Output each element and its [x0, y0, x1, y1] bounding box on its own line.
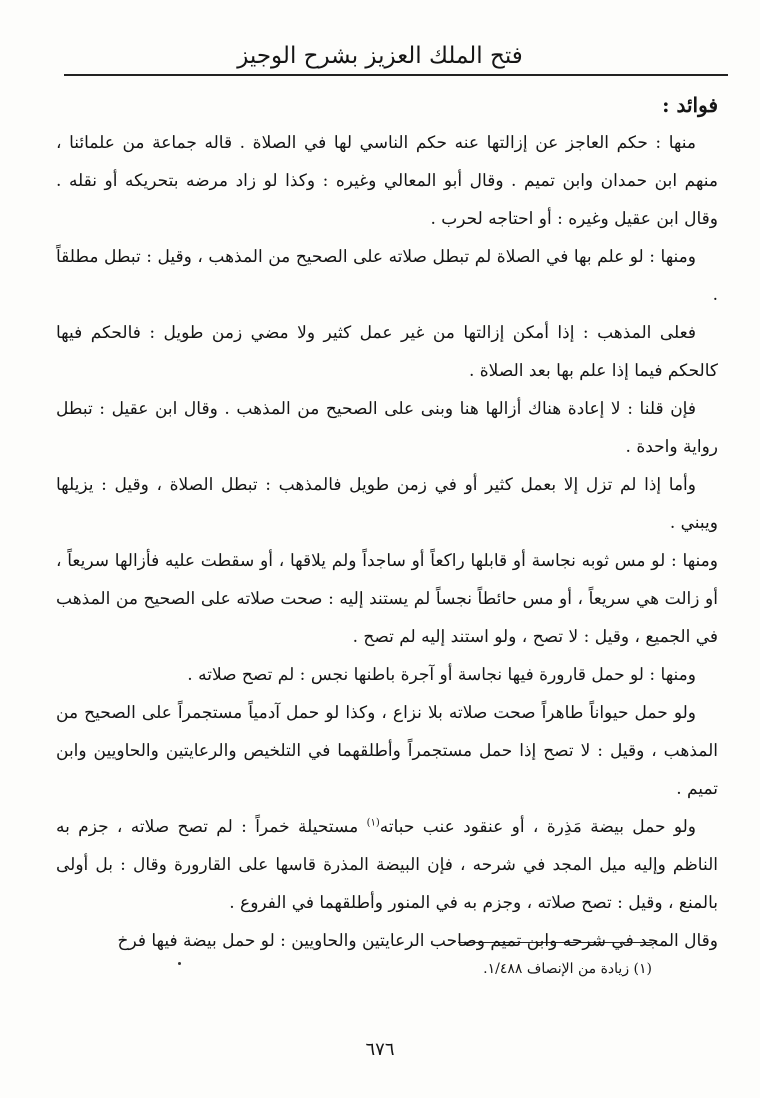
paragraph: منها : حكم العاجز عن إزالتها عنه حكم الناسي لها في الصلاة . قاله جماعة من علمائنا ، منهم ابن حمدان وابن تميم . وقال أبو المعالي وغيره : وكذا لو زاد مرضه بتحريكه أو نقله . وقال ابن عقيل وغيره : أو احتاجه لحرب .: [56, 133, 718, 229]
paragraph-segment: ولو حمل بيضة مَذِرة ، أو عنقود عنب حباته: [379, 817, 696, 837]
page-number: ٦٧٦: [365, 1039, 395, 1060]
header-rule: [64, 74, 728, 76]
paragraph: وأما إذا لم تزل إلا بعمل كثير أو في زمن طويل فالمذهب : تبطل الصلاة ، وقيل : يزيلها ويبني .: [56, 475, 718, 533]
footnote-text: (١) زيادة من الإنصاف ١/٤٨٨.: [483, 961, 652, 977]
section-heading: فوائد :: [662, 93, 718, 117]
paragraph: ومنها : لو علم بها في الصلاة لم تبطل صلاته على الصحيح من المذهب ، وقيل : تبطل مطلقاً .: [56, 247, 718, 305]
paragraph-with-footnote: [56, 808, 718, 922]
paragraph: وقال المجد في شرحه وابن تميم وصاحب الرعايتين والحاويين : لو حمل بيضة فيها فرخ: [117, 931, 718, 951]
paragraph: ولو حمل حيواناً طاهراً صحت صلاته بلا نزاع ، وكذا لو حمل آدمياً مستجمراً على الصحيح من المذهب ، وقيل : لا تصح إذا حمل مستجمراً وأطلقهما في التلخيص والرعايتين والحاويين وابن تميم .: [56, 703, 718, 799]
footnote-rule: [458, 942, 652, 943]
paragraph: فإن قلنا : لا إعادة هناك أزالها هنا وبنى على الصحيح من المذهب . وقال ابن عقيل : تبطل رواية واحدة .: [56, 399, 718, 457]
paragraph: فعلى المذهب : إذا أمكن إزالتها من غير عمل كثير ولا مضي زمن طويل : فالحكم فيها كالحكم فيما إذا علم بها بعد الصلاة .: [56, 323, 718, 381]
footnote-reference-mark: (١): [366, 817, 380, 829]
paragraph-segment: مستحيلة خمراً : لم تصح صلاته ، جزم به الناظم وإليه ميل المجد في شرحه ، فإن البيضة المذرة قاسها على القارورة وقال : بل أولى بالمنع ، وقيل : تصح صلاته ، وجزم به في المنور وأطلقهما في الفروع .: [56, 817, 718, 913]
running-header-title: فتح الملك العزيز بشرح الوجيز: [237, 43, 523, 69]
body-text: [56, 86, 718, 960]
paragraph: ومنها : لو مس ثوبه نجاسة أو قابلها راكعاً أو ساجداً ولم يلاقها ، أو سقطت عليه فأزالها سريعاً ، أو زالت هي سريعاً ، أو مس حائطاً نجساً لم يستند إليه : صحت صلاته على الصحيح من المذهب في الجميع ، وقيل : لا تصح ، ولو استند إليه لم تصح .: [56, 551, 718, 647]
paragraph: ومنها : لو حمل قارورة فيها نجاسة أو آجرة باطنها نجس : لم تصح صلاته .: [187, 665, 696, 685]
stray-dot: [178, 962, 181, 965]
